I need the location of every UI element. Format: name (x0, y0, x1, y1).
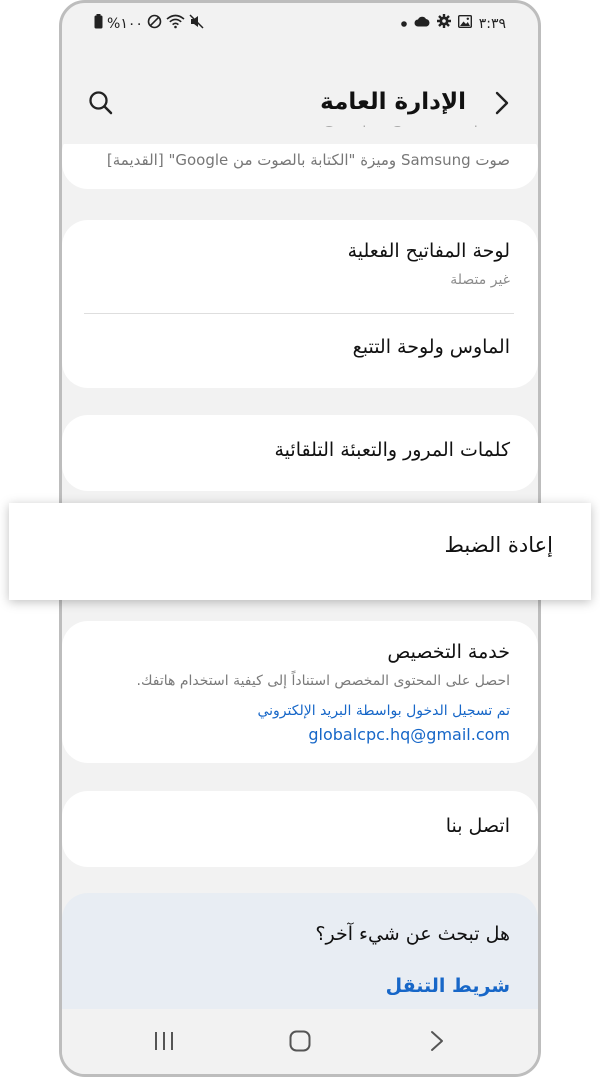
status-right (401, 14, 506, 33)
status-left (94, 14, 204, 34)
passwords-autofill-item[interactable] (62, 415, 538, 491)
clock: ٣:٣٩ (478, 15, 506, 32)
search-icon[interactable] (87, 89, 115, 117)
wifi-icon (166, 14, 185, 34)
contact-card (62, 791, 538, 867)
back-icon[interactable] (488, 90, 514, 116)
dnd-icon (147, 14, 162, 34)
customization-signed-in: تم تسجيل الدخول بواسطة البريد الإلكتروني (257, 703, 510, 719)
navigation-bar (62, 1009, 538, 1074)
mute-icon (189, 14, 204, 34)
mouse-trackpad-item[interactable] (62, 314, 538, 388)
scroll-fade (62, 127, 538, 144)
physical-keyboard-status: غير متصلة (450, 272, 510, 288)
contact-us-title: اتصل بنا (445, 815, 510, 837)
physical-keyboard-item[interactable] (62, 220, 538, 313)
contact-us-item[interactable] (62, 791, 538, 867)
dot-icon (401, 16, 407, 32)
passwords-autofill-title: كلمات المرور والتعبئة التلقائية (274, 439, 510, 461)
input-devices-card (62, 220, 538, 388)
page-title: الإدارة العامة (320, 89, 466, 115)
recents-icon[interactable] (153, 1031, 175, 1051)
mouse-trackpad-title: الماوس ولوحة التتبع (352, 336, 510, 358)
suggestion-link-navigation-bar[interactable]: شريط التنقل (385, 975, 510, 997)
customization-email: globalcpc.hq@gmail.com (308, 725, 510, 744)
status-bar (62, 9, 538, 37)
gear-icon (437, 14, 451, 33)
passwords-card (62, 415, 538, 491)
home-icon[interactable] (289, 1030, 311, 1052)
customization-description: احصل على المحتوى المخصص استناداً إلى كيفية استخدام هاتفك. (136, 673, 510, 689)
cloud-icon (414, 16, 430, 32)
nav-back-icon[interactable] (430, 1030, 444, 1052)
suggestion-question: هل تبحث عن شيء آخر؟ (315, 923, 510, 945)
app-header (62, 81, 538, 125)
customization-card (62, 621, 538, 763)
reset-title: إعادة الضبط (444, 533, 553, 557)
battery-percent: %١٠٠ (107, 16, 143, 32)
customization-title: خدمة التخصيص (387, 641, 510, 663)
battery-icon (94, 14, 103, 34)
reset-item[interactable] (9, 503, 591, 600)
customization-service-item[interactable] (62, 621, 538, 763)
voice-input-description: صوت Samsung وميزة "الكتابة بالصوت من Google" [القديمة] (106, 151, 510, 169)
image-icon (458, 15, 472, 33)
physical-keyboard-title: لوحة المفاتيح الفعلية (347, 240, 510, 262)
